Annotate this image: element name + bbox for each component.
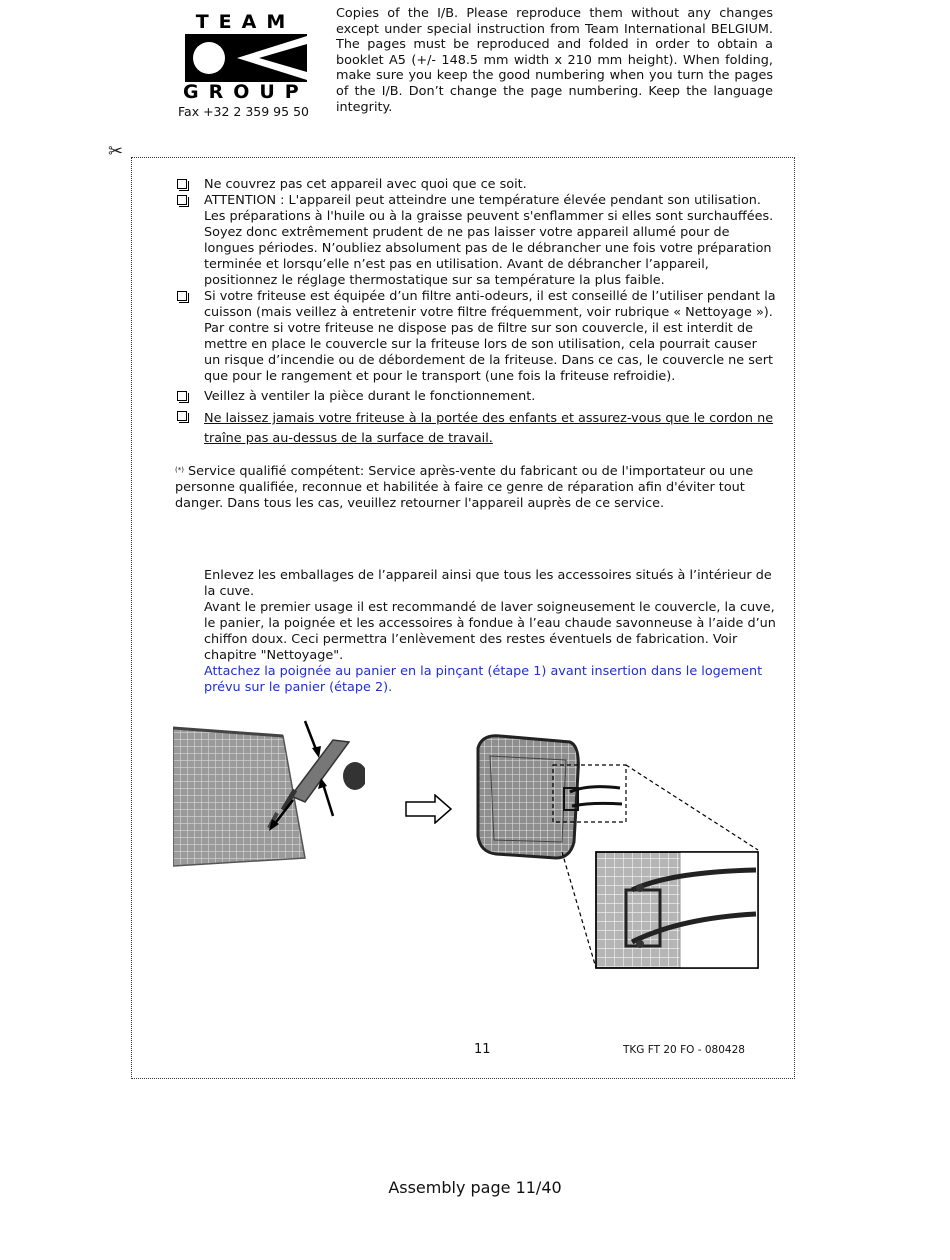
- scissors-icon: ✂: [108, 141, 124, 162]
- right-arrow-icon: [405, 794, 453, 824]
- page-number: 11: [474, 1042, 491, 1057]
- unpack-paragraph: Enlevez les emballages de l’appareil ainsi que tous les accessoires situés à l’intérieur de la cuve.: [204, 568, 772, 599]
- safety-bullets: [176, 177, 776, 449]
- checkbox-bullet-icon: [177, 291, 187, 301]
- list-item: Si votre friteuse est équipée d’un filtre anti-odeurs, il est conseillé de l’utiliser pendant la cuisson (mais veillez à entretenir votre filtre fréquemment, voir rubrique « Nettoyage »). Par contre si votre friteuse ne dispose pas de filtre sur son couvercle, il est interdit de mettre en place le couvercle sur la friteuse lors de son utilisation, cela pourrait causer un risque d’incendie ou de débordement de la friteuse. Dans ce cas, le couvercle ne sert que pour le rangement et pour le transport (une fois la friteuse refroidie).: [176, 289, 776, 385]
- logo-top-word: TEAM: [195, 11, 296, 33]
- assembly-page-label: Assembly page 11/40: [388, 1178, 562, 1197]
- document-reference: TKG FT 20 FO - 080428: [623, 1044, 745, 1056]
- washing-paragraph: Avant le premier usage il est recommandé de laver soigneusement le couvercle, la cuve, le panier, la poignée et les accessoires à fondue à l’eau chaude savonneuse à l’aide d’un chiffon doux. Ceci permettra l’enlèvement des restes éventuels de fabrication. Voir chapitre "Nettoyage".: [204, 600, 776, 663]
- footnote-marker: (*): [175, 466, 184, 474]
- checkbox-bullet-icon: [177, 195, 187, 205]
- basket-assembled-illustration: [470, 732, 760, 972]
- footnote-text: Service qualifié compétent: Service après-vente du fabricant ou de l'importateur ou une personne qualifiée, reconnue et habilitée à faire ce genre de réparation afin d'éviter tout danger. Dans tous les cas, veuillez retourner l'appareil auprès de ce service.: [175, 464, 754, 511]
- checkbox-bullet-icon: [177, 179, 187, 189]
- checkbox-bullet-icon: [177, 411, 187, 421]
- service-footnote: [175, 462, 775, 512]
- first-use-instructions: [204, 568, 776, 696]
- basket-handle-photo: [173, 718, 365, 868]
- list-item: Ne couvrez pas cet appareil avec quoi que ce soit.: [176, 177, 776, 193]
- list-item: Veillez à ventiler la pièce durant le fonctionnement.: [176, 389, 776, 405]
- logo-bottom-word: GROUP: [183, 81, 309, 103]
- checkbox-bullet-icon: [177, 391, 187, 401]
- team-group-logo: [183, 11, 309, 103]
- list-item: ATTENTION : L'appareil peut atteindre une température élevée pendant son utilisation. Les préparations à l'huile ou à la graisse peuvent s'enflammer si elles sont surchauffées. Soyez donc extrêmement prudent de ne pas laisser votre appareil allumé pour de longues périodes. N’oubliez absolument pas de le débrancher une fois votre préparation terminée et lorsqu’elle n’est pas en utilisation. Avant de débrancher l’appareil, positionnez le réglage thermostatique sur sa température la plus faible.: [176, 193, 776, 289]
- handle-paragraph: Attachez la poignée au panier en la pinçant (étape 1) avant insertion dans le logement prévu sur le panier (étape 2).: [204, 664, 763, 695]
- fax-number: Fax +32 2 359 95 50: [178, 104, 309, 119]
- list-item: Ne laissez jamais votre friteuse à la portée des enfants et assurez-vous que le cordon ne traîne pas au-dessus de la surface de travail.: [176, 409, 776, 449]
- k-logo-icon: [185, 34, 307, 82]
- reproduction-instructions: Copies of the I/B. Please reproduce them without any changes except under special instruction from Team International BELGIUM. The pages must be reproduced and folded in order to obtain a booklet A5 (+/- 148.5 mm width x 210 mm height). When folding, make sure you keep the good numbering when you turn the pages of the I/B. Don’t change the page numbering. Keep the language integrity.: [336, 6, 773, 115]
